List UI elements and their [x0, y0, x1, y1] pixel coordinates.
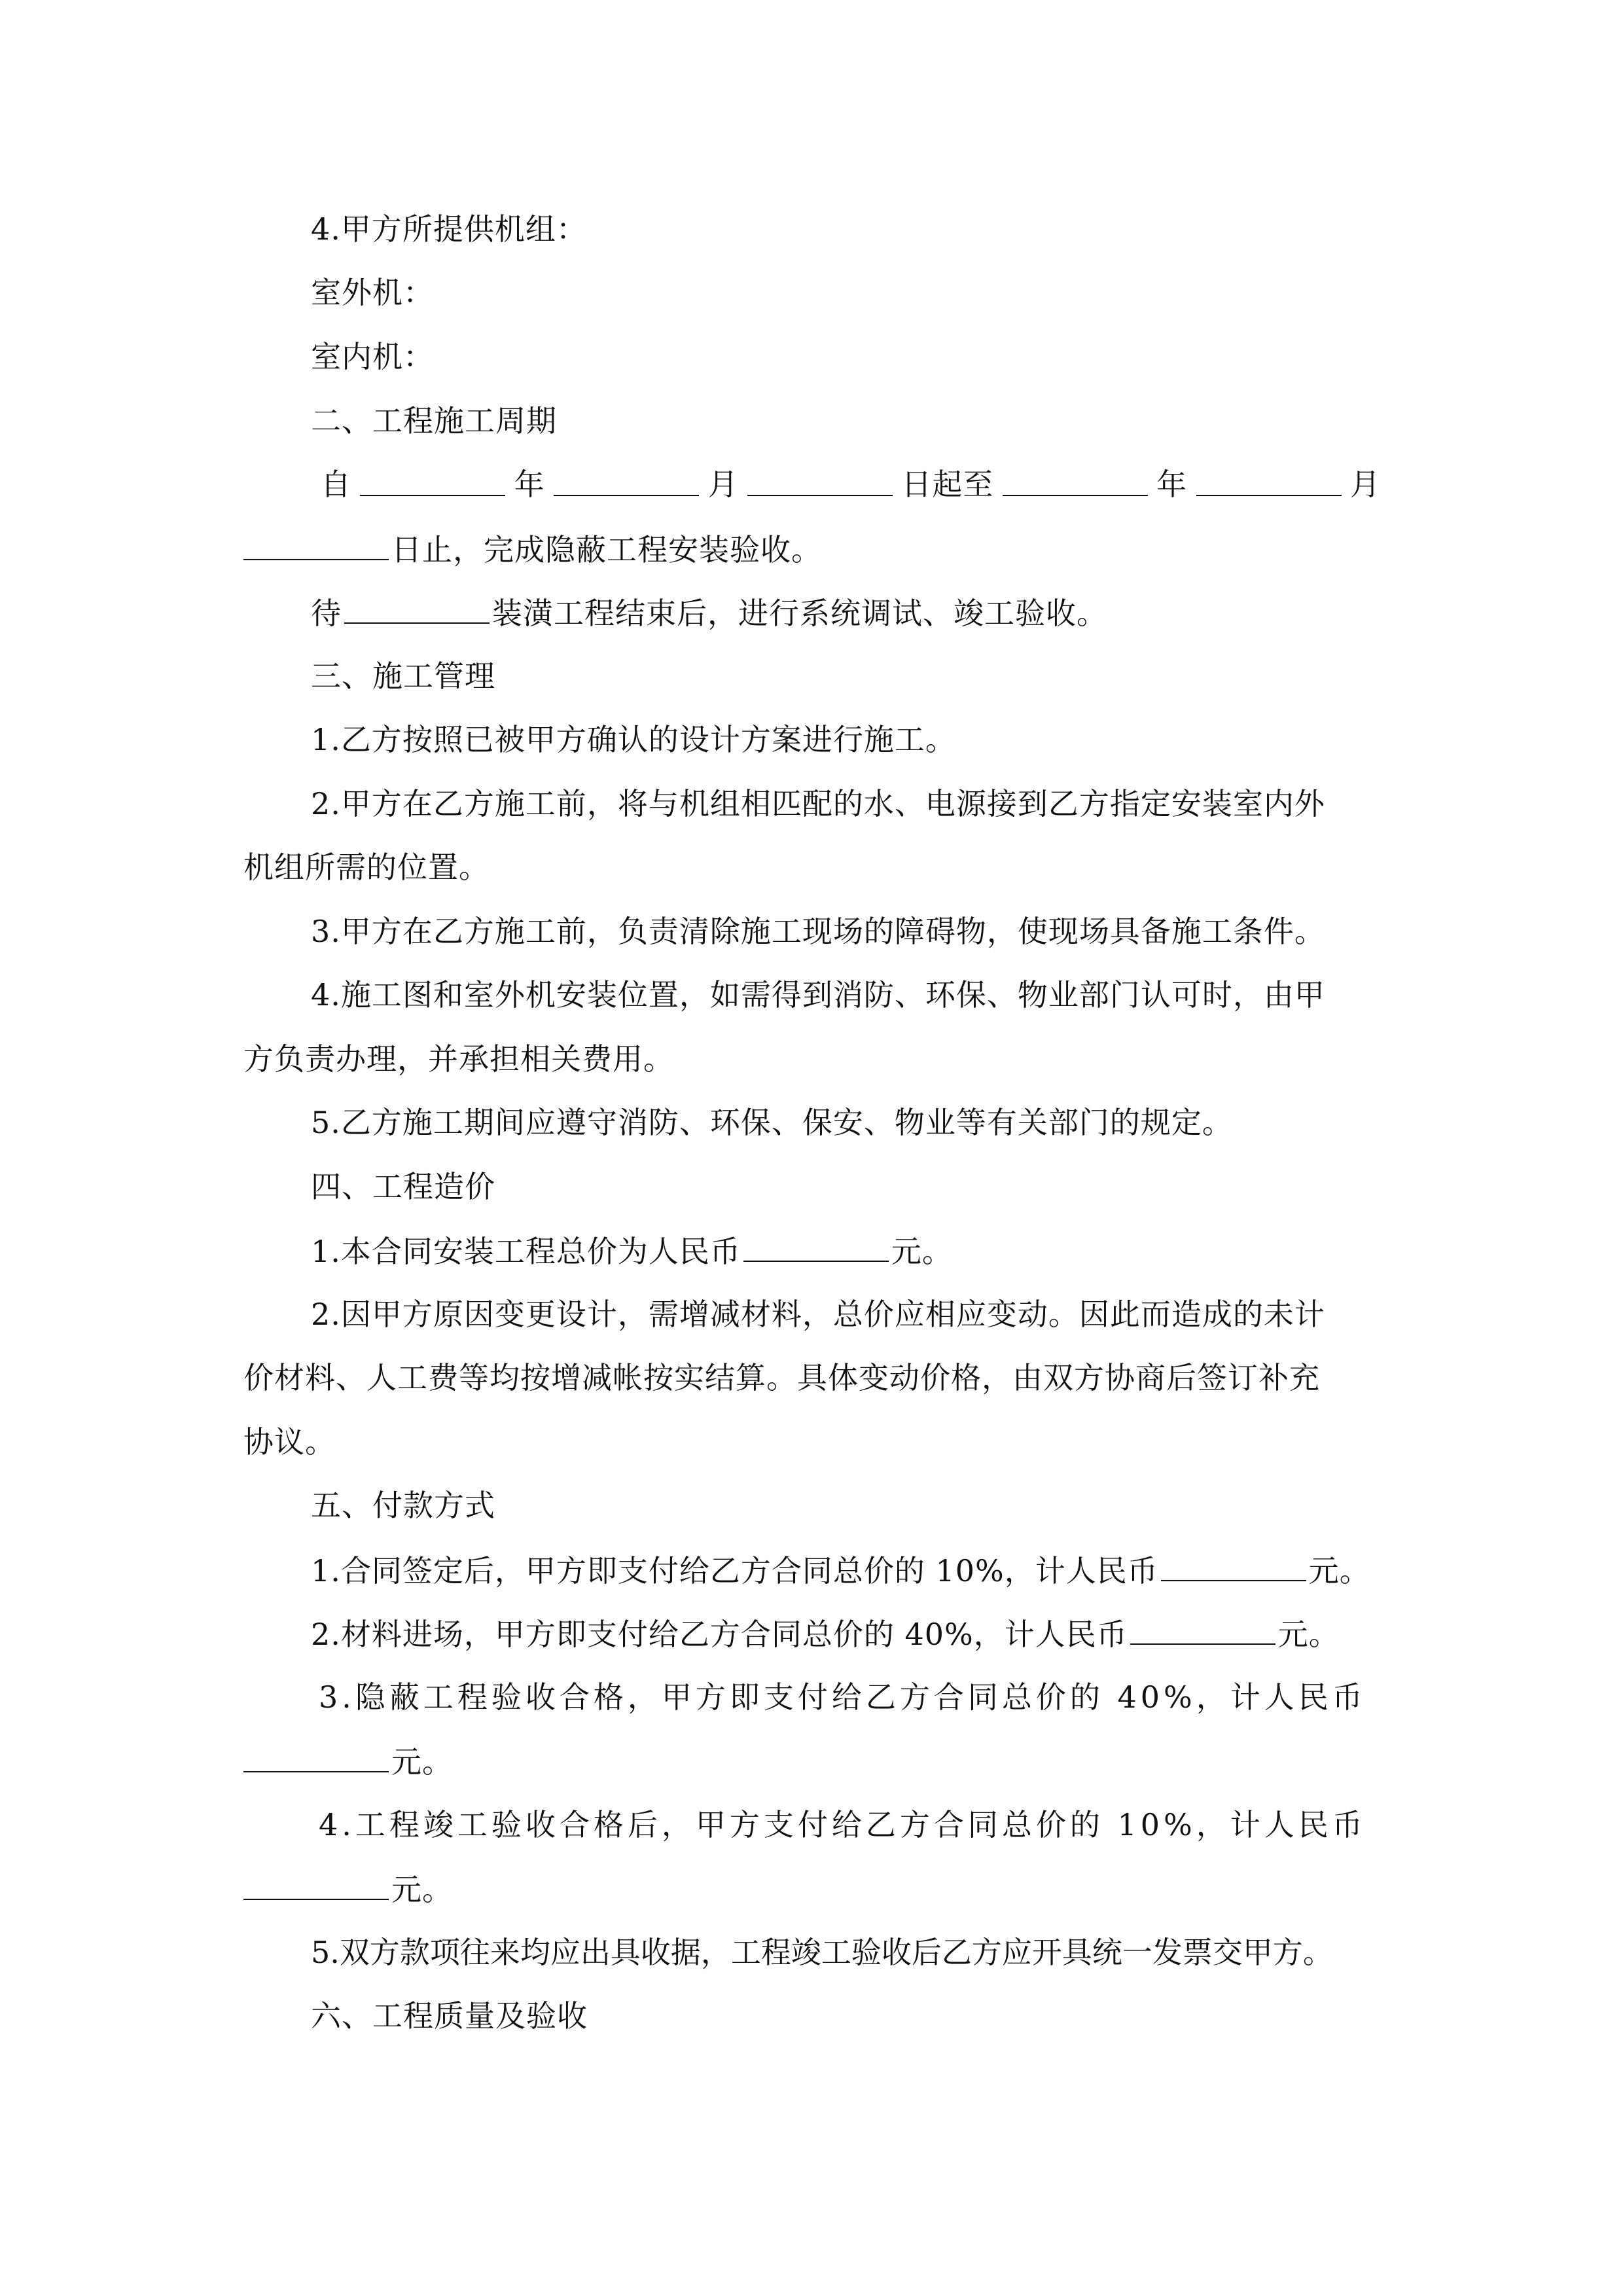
- cost-item-2-cont: 价材料、人工费等均按增减帐按实结算。具体变动价格，由双方协商后签订补充: [243, 1360, 1320, 1395]
- cost-item-1: [311, 1230, 953, 1271]
- date-year-label: 年: [514, 467, 545, 502]
- payment-item-2-text: 2.材料进场，甲方即支付给乙方合同总价的 40%，计人民币: [311, 1617, 1128, 1652]
- payment-item-2: [311, 1613, 1340, 1654]
- blank-field[interactable]: [1196, 465, 1342, 496]
- blank-field[interactable]: [243, 1869, 389, 1900]
- blank-field[interactable]: [747, 465, 893, 496]
- currency-unit: 元。: [891, 1234, 953, 1269]
- payment-item-4-cont: [243, 1869, 453, 1909]
- wait-label: 待: [311, 596, 342, 631]
- item-units-provided: 4.甲方所提供机组：: [311, 211, 587, 247]
- date-year-label: 年: [1156, 467, 1188, 502]
- payment-item-4: 4.工程竣工验收合格后，甲方支付给乙方合同总价的 10%，计人民币: [319, 1807, 1366, 1842]
- currency-unit: 元。: [391, 1872, 453, 1907]
- date-month-label: 月: [1349, 467, 1381, 502]
- payment-item-3-cont: [243, 1741, 453, 1782]
- currency-unit: 元。: [1277, 1617, 1340, 1652]
- date-range-line: [321, 465, 1381, 504]
- management-item-4-cont: 方负责办理，并承担相关费用。: [243, 1041, 674, 1077]
- section-heading-construction-management: 三、施工管理: [311, 658, 495, 694]
- blank-field[interactable]: [554, 465, 699, 496]
- payment-item-1-text: 1.合同签定后，甲方即支付给乙方合同总价的 10%，计人民币: [311, 1553, 1158, 1588]
- payment-item-1: [311, 1550, 1370, 1590]
- section-heading-quality-acceptance: 六、工程质量及验收: [311, 1998, 588, 2034]
- blank-field[interactable]: [1161, 1550, 1306, 1581]
- payment-item-3: 3.隐蔽工程验收合格，甲方即支付给乙方合同总价的 40%，计人民币: [319, 1679, 1366, 1715]
- blank-field[interactable]: [344, 592, 490, 624]
- management-item-5: 5.乙方施工期间应遵守消防、环保、保安、物业等有关部门的规定。: [311, 1105, 1233, 1140]
- date-day-to-label: 日起至: [901, 467, 994, 502]
- item-indoor-unit: 室内机：: [311, 339, 434, 374]
- date-month-label: 月: [707, 467, 739, 502]
- cost-item-2: 2.因甲方原因变更设计，需增减材料，总价应相应变动。因此而造成的未计: [311, 1297, 1325, 1332]
- section-heading-construction-period: 二、工程施工周期: [311, 403, 557, 439]
- blank-field[interactable]: [243, 529, 389, 560]
- section-heading-project-cost: 四、工程造价: [311, 1169, 495, 1204]
- wait-line: [311, 592, 1107, 633]
- management-item-1: 1.乙方按照已被甲方确认的设计方案进行施工。: [311, 722, 956, 757]
- section-heading-payment-method: 五、付款方式: [311, 1488, 495, 1523]
- date-from-label: 自: [321, 467, 351, 502]
- date-range-end-line: [243, 529, 822, 569]
- blank-field[interactable]: [743, 1230, 889, 1262]
- payment-item-5: 5.双方款项往来均应出具收据，工程竣工验收后乙方应开具统一发票交甲方。: [311, 1935, 1333, 1970]
- management-item-2-cont: 机组所需的位置。: [243, 850, 490, 885]
- blank-field[interactable]: [1130, 1613, 1275, 1645]
- cost-item-2-cont2: 协议。: [243, 1424, 336, 1460]
- currency-unit: 元。: [1308, 1553, 1370, 1588]
- blank-field[interactable]: [243, 1741, 389, 1772]
- wait-text: 装潢工程结束后，进行系统调试、竣工验收。: [492, 596, 1107, 631]
- date-end-text: 日止，完成隐蔽工程安装验收。: [391, 532, 822, 567]
- item-outdoor-unit: 室外机：: [311, 275, 434, 310]
- management-item-2: 2.甲方在乙方施工前，将与机组相匹配的水、电源接到乙方指定安装室内外: [311, 786, 1325, 821]
- management-item-4: 4.施工图和室外机安装位置，如需得到消防、环保、物业部门认可时，由甲: [311, 977, 1325, 1013]
- blank-field[interactable]: [1003, 465, 1148, 496]
- blank-field[interactable]: [360, 465, 505, 496]
- currency-unit: 元。: [391, 1744, 453, 1780]
- cost-item-1-text: 1.本合同安装工程总价为人民币: [311, 1234, 741, 1269]
- management-item-3: 3.甲方在乙方施工前，负责清除施工现场的障碍物，使现场具备施工条件。: [311, 914, 1325, 949]
